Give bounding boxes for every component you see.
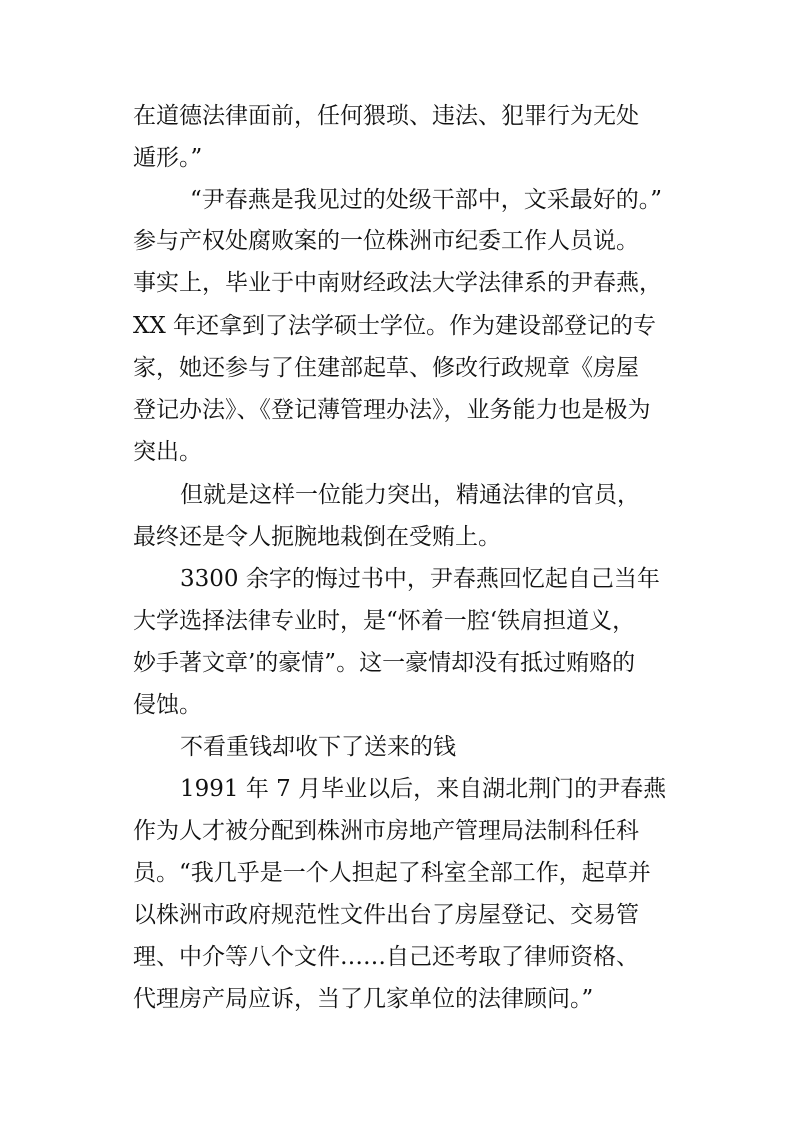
text-line: 事实上，毕业于中南财经政法大学法律系的尹春燕， (133, 270, 662, 296)
text-line: 员。“我几乎是一个人担起了科室全部工作，起草并 (133, 860, 651, 886)
text-line: 突出。 (133, 439, 202, 465)
section-heading: 不看重钱却收下了送来的钱 (180, 734, 456, 760)
text-line: 代理房产局应诉，当了几家单位的法律顾问。” (133, 986, 594, 1012)
text-line: 家，她还参与了住建部起草、修改行政规章《房屋 (133, 355, 639, 381)
paragraph-start-line: 但就是这样一位能力突出，精通法律的官员， (180, 482, 640, 508)
paragraph-start-line: “尹春燕是我见过的处级干部中，文采最好的。” (190, 187, 663, 213)
text-line: 大学选择法律专业时，是“怀着一腔‘铁肩担道义， (133, 608, 636, 634)
text-line: 妙手著文章’的豪情”。这一豪情却没有抵过贿赂的 (133, 650, 636, 676)
text-line: 最终还是令人扼腕地栽倒在受贿上。 (133, 524, 501, 550)
text-line: 作为人才被分配到株洲市房地产管理局法制科任科 (133, 818, 639, 844)
text-line: 理、中介等八个文件……自己还考取了律师资格、 (133, 944, 639, 970)
text-line: 以株洲市政府规范性文件出台了房屋登记、交易管 (133, 902, 639, 928)
text-line: 登记办法》、《登记薄管理办法》，业务能力也是极为 (133, 397, 651, 423)
text-line: 遁形。” (133, 145, 203, 171)
text-line: 在道德法律面前，任何猥琐、违法、犯罪行为无处 (133, 103, 639, 129)
paragraph-start-line: 3300 余字的悔过书中，尹春燕回忆起自己当年 (180, 566, 660, 592)
text-line: 参与产权处腐败案的一位株洲市纪委工作人员说。 (133, 228, 639, 254)
paragraph-start-line: 1991 年 7 月毕业以后，来自湖北荆门的尹春燕 (180, 776, 667, 802)
text-line: XX 年还拿到了法学硕士学位。作为建设部登记的专 (133, 313, 657, 339)
text-line: 侵蚀。 (133, 692, 202, 718)
